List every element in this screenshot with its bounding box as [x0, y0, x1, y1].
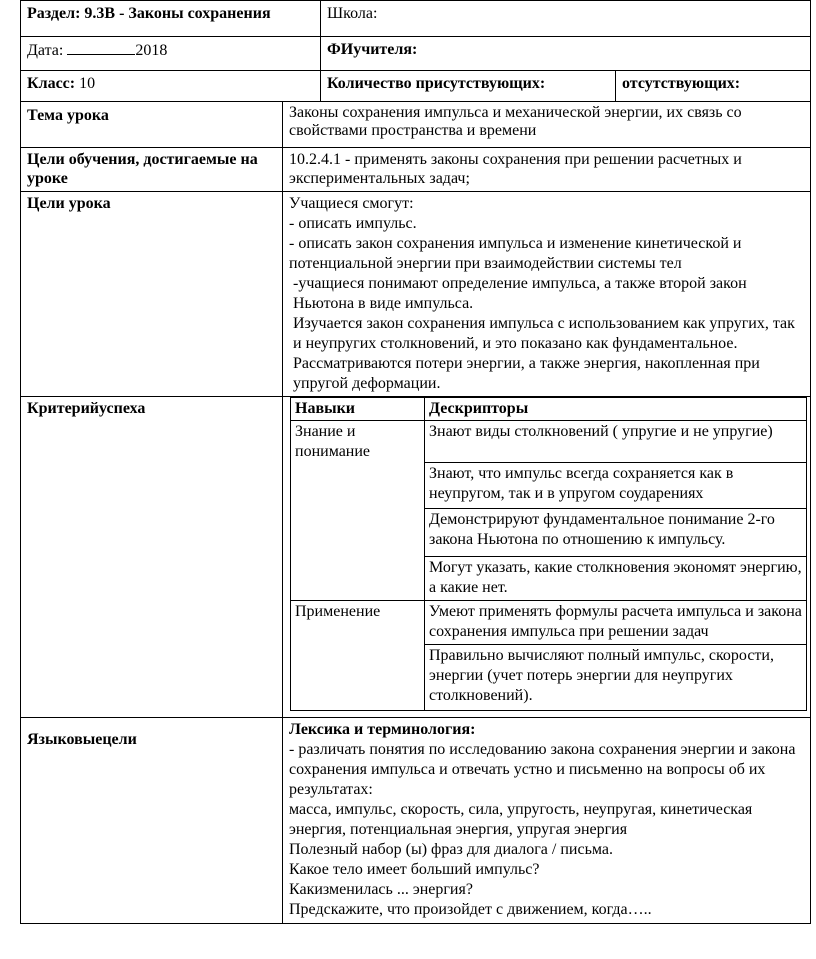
learning-goals-label: Цели обучения, достигаемые на уроке [21, 148, 283, 192]
skill-application: Применение [291, 601, 425, 711]
criteria-label: Критерийуспеха [21, 397, 283, 718]
language-goal-line: Полезный набор (ы) фраз для диалога / письма. [289, 841, 613, 858]
learning-goals-row [21, 148, 811, 192]
descriptor-item: Знают виды столкновений ( упругие и не упругие) [425, 421, 807, 463]
language-goals-heading: Лексика и терминология: [289, 721, 476, 738]
descriptor-item: Правильно вычисляют полный импульс, скорости, энергии (учет потерь энергии для неупругих столкновений). [425, 645, 807, 711]
lesson-goal-line: - описать импульс. [289, 215, 417, 232]
date-cell [21, 37, 321, 71]
main-table [20, 101, 811, 924]
descriptor-item: Умеют применять формулы расчета импульса и закона сохранения импульса при решении задач [425, 601, 807, 645]
lesson-goal-line: Учащиеся смогут: [289, 195, 414, 212]
date-blank [67, 40, 135, 55]
topic-label: Тема урока [21, 102, 283, 148]
language-goals-row [21, 718, 811, 924]
skills-header: Навыки [291, 398, 425, 421]
descriptor-item: Могут указать, какие столкновения экономят энергию, а какие нет. [425, 557, 807, 601]
language-goal-line: Предскажите, что произойдет с движением, когда….. [289, 901, 652, 918]
class-cell [21, 71, 321, 102]
skill-knowledge: Знание и понимание [291, 421, 425, 601]
language-goals-label: Языковыецели [21, 718, 283, 924]
section-cell: Раздел: 9.3В - Законы сохранения [21, 1, 321, 37]
header-table [20, 0, 811, 102]
learning-goals-value: 10.2.4.1 - применять законы сохранения при решении расчетных и экспериментальных задач; [283, 148, 811, 192]
date-label: Дата: [27, 42, 64, 59]
descriptor-item: Знают, что импульс всегда сохраняется как в неупругом, так и в упругом соударениях [425, 463, 807, 509]
language-goals-value [283, 718, 811, 924]
criteria-row [21, 397, 811, 718]
lesson-plan-page [20, 0, 812, 959]
descriptor-item: Демонстрируют фундаментальное понимание 2-го закона Ньютона по отношению к импульсу. [425, 509, 807, 557]
lesson-goal-line: Изучается закон сохранения импульса с использованием как упругих, так и неупругих столкновений, и это показано как фундаментальное. Рассматриваются потери энергии, а также энергия, накопленная при упругой деформации. [293, 315, 795, 392]
teacher-cell: ФИучителя: [321, 37, 811, 71]
lesson-goal-line: - описать закон сохранения импульса и изменение кинетической и потенциальной энергии при взаимодействии системы тел [289, 235, 742, 272]
criteria-cell [283, 397, 811, 718]
lesson-goals-value [283, 192, 811, 397]
lesson-goals-label: Цели урока [21, 192, 283, 397]
lesson-goals-row [21, 192, 811, 397]
language-goal-line: Какизменилась ... энергия? [289, 881, 473, 898]
class-label: Класс: [27, 75, 76, 92]
descriptors-header: Дескрипторы [425, 398, 807, 421]
language-goals-intro: - различать понятия по исследованию закона сохранения энергии и закона сохранения импульса и отвечать устно и письменно на вопросы об их результатах: [289, 741, 796, 798]
class-value: 10 [75, 75, 96, 92]
school-cell: Школа: [321, 1, 811, 37]
topic-row [21, 102, 811, 148]
lesson-goal-line: -учащиеся понимают определение импульса, а также второй закон Ньютона в виде импульса. [293, 275, 747, 312]
criteria-table [290, 397, 807, 711]
absent-cell: отсутствующих: [616, 71, 811, 102]
language-goal-line: масса, импульс, скорость, сила, упругость, неупругая, кинетическая энергия, потенциальная энергия, упругая энергия [289, 801, 753, 838]
language-goal-line: Какое тело имеет больший импульс? [289, 861, 540, 878]
topic-value: Законы сохранения импульса и механической энергии, их связь со свойствами пространства и времени [283, 102, 811, 148]
present-cell: Количество присутствующих: [321, 71, 616, 102]
date-year: 2018 [135, 42, 168, 59]
